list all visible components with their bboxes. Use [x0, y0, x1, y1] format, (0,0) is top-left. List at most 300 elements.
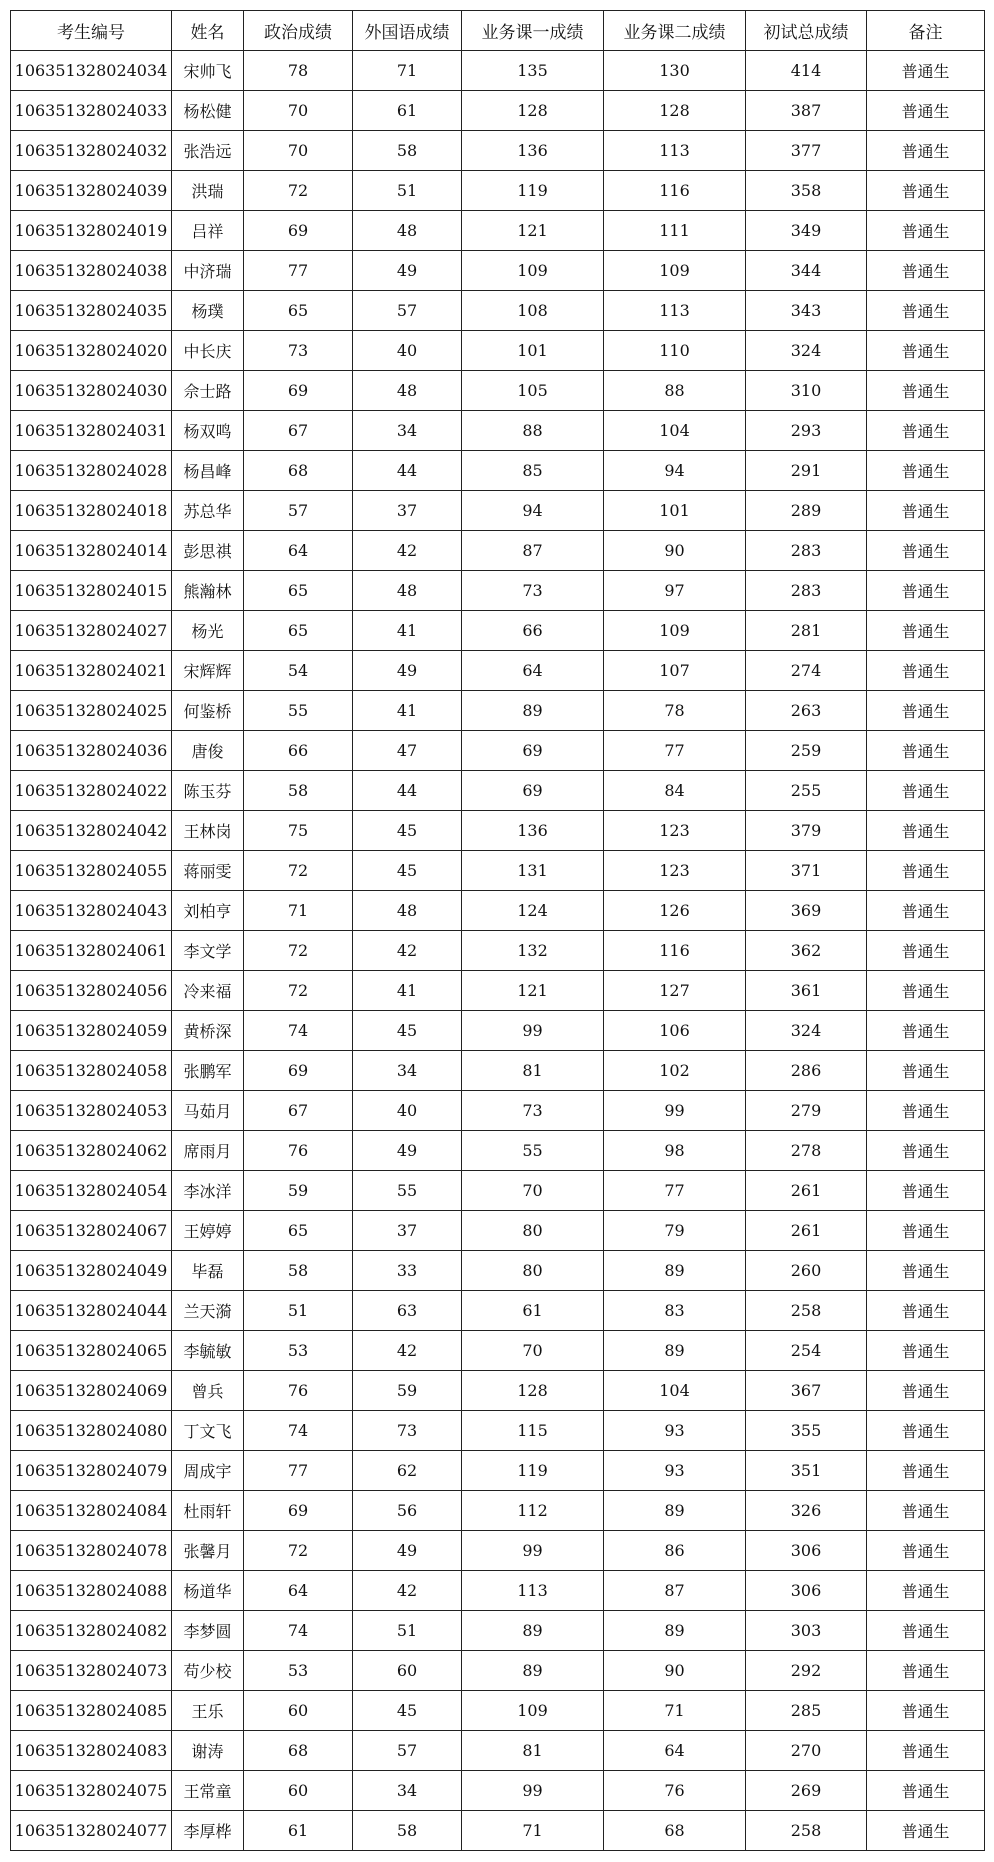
- cell-name: 王婷婷: [172, 1211, 244, 1251]
- cell-foreign-language-score: 37: [353, 491, 462, 531]
- cell-exam-id: 106351328024043: [11, 891, 172, 931]
- cell-foreign-language-score: 55: [353, 1171, 462, 1211]
- cell-name: 苟少校: [172, 1651, 244, 1691]
- cell-remark: 普通生: [867, 1531, 985, 1571]
- cell-remark: 普通生: [867, 51, 985, 91]
- cell-remark: 普通生: [867, 771, 985, 811]
- cell-remark: 普通生: [867, 91, 985, 131]
- table-row: [11, 291, 985, 331]
- cell-name: 王林岗: [172, 811, 244, 851]
- cell-subject-one-score: 128: [462, 1371, 604, 1411]
- cell-exam-id: 106351328024084: [11, 1491, 172, 1531]
- cell-foreign-language-score: 51: [353, 1611, 462, 1651]
- table-row: [11, 51, 985, 91]
- cell-subject-two-score: 102: [604, 1051, 746, 1091]
- cell-total-score: 377: [746, 131, 867, 171]
- cell-foreign-language-score: 45: [353, 1011, 462, 1051]
- cell-foreign-language-score: 42: [353, 1571, 462, 1611]
- cell-subject-two-score: 98: [604, 1131, 746, 1171]
- cell-subject-one-score: 81: [462, 1731, 604, 1771]
- cell-subject-one-score: 121: [462, 971, 604, 1011]
- cell-politics-score: 70: [244, 91, 353, 131]
- cell-subject-one-score: 88: [462, 411, 604, 451]
- cell-subject-one-score: 61: [462, 1291, 604, 1331]
- cell-remark: 普通生: [867, 851, 985, 891]
- cell-foreign-language-score: 40: [353, 1091, 462, 1131]
- cell-politics-score: 58: [244, 1251, 353, 1291]
- table-row: [11, 171, 985, 211]
- cell-name: 熊瀚林: [172, 571, 244, 611]
- header-row: [11, 11, 985, 51]
- cell-remark: 普通生: [867, 1771, 985, 1811]
- cell-politics-score: 71: [244, 891, 353, 931]
- cell-remark: 普通生: [867, 811, 985, 851]
- cell-subject-two-score: 79: [604, 1211, 746, 1251]
- cell-subject-one-score: 99: [462, 1771, 604, 1811]
- cell-total-score: 379: [746, 811, 867, 851]
- cell-total-score: 349: [746, 211, 867, 251]
- cell-subject-one-score: 89: [462, 1651, 604, 1691]
- cell-politics-score: 51: [244, 1291, 353, 1331]
- cell-politics-score: 69: [244, 211, 353, 251]
- cell-politics-score: 53: [244, 1651, 353, 1691]
- cell-remark: 普通生: [867, 1131, 985, 1171]
- table-row: [11, 851, 985, 891]
- cell-total-score: 259: [746, 731, 867, 771]
- cell-remark: 普通生: [867, 1051, 985, 1091]
- cell-politics-score: 67: [244, 411, 353, 451]
- cell-name: 张馨月: [172, 1531, 244, 1571]
- cell-total-score: 283: [746, 571, 867, 611]
- cell-exam-id: 106351328024042: [11, 811, 172, 851]
- cell-subject-two-score: 90: [604, 531, 746, 571]
- table-row: [11, 1011, 985, 1051]
- cell-foreign-language-score: 58: [353, 1811, 462, 1851]
- cell-subject-one-score: 89: [462, 691, 604, 731]
- cell-subject-two-score: 116: [604, 171, 746, 211]
- cell-subject-one-score: 136: [462, 131, 604, 171]
- cell-name: 杜雨轩: [172, 1491, 244, 1531]
- cell-foreign-language-score: 41: [353, 691, 462, 731]
- cell-foreign-language-score: 63: [353, 1291, 462, 1331]
- cell-total-score: 292: [746, 1651, 867, 1691]
- cell-exam-id: 106351328024030: [11, 371, 172, 411]
- table-row: [11, 211, 985, 251]
- cell-subject-one-score: 109: [462, 1691, 604, 1731]
- table-row: [11, 1251, 985, 1291]
- cell-total-score: 274: [746, 651, 867, 691]
- cell-subject-two-score: 90: [604, 1651, 746, 1691]
- cell-total-score: 258: [746, 1291, 867, 1331]
- cell-total-score: 291: [746, 451, 867, 491]
- cell-foreign-language-score: 44: [353, 771, 462, 811]
- table-row: [11, 891, 985, 931]
- cell-subject-two-score: 104: [604, 411, 746, 451]
- cell-politics-score: 72: [244, 171, 353, 211]
- cell-remark: 普通生: [867, 1251, 985, 1291]
- table-row: [11, 1571, 985, 1611]
- cell-subject-one-score: 80: [462, 1251, 604, 1291]
- cell-name: 杨光: [172, 611, 244, 651]
- cell-name: 苏总华: [172, 491, 244, 531]
- table-row: [11, 811, 985, 851]
- cell-name: 张鹏军: [172, 1051, 244, 1091]
- cell-name: 曾兵: [172, 1371, 244, 1411]
- cell-exam-id: 106351328024062: [11, 1131, 172, 1171]
- cell-subject-two-score: 64: [604, 1731, 746, 1771]
- cell-name: 杨道华: [172, 1571, 244, 1611]
- cell-exam-id: 106351328024028: [11, 451, 172, 491]
- cell-politics-score: 66: [244, 731, 353, 771]
- cell-politics-score: 59: [244, 1171, 353, 1211]
- cell-foreign-language-score: 41: [353, 611, 462, 651]
- cell-remark: 普通生: [867, 411, 985, 451]
- cell-exam-id: 106351328024069: [11, 1371, 172, 1411]
- cell-subject-one-score: 70: [462, 1171, 604, 1211]
- table-row: [11, 1811, 985, 1851]
- cell-subject-one-score: 105: [462, 371, 604, 411]
- cell-name: 王乐: [172, 1691, 244, 1731]
- cell-name: 兰天漪: [172, 1291, 244, 1331]
- cell-politics-score: 68: [244, 1731, 353, 1771]
- cell-subject-two-score: 123: [604, 851, 746, 891]
- cell-foreign-language-score: 40: [353, 331, 462, 371]
- cell-total-score: 303: [746, 1611, 867, 1651]
- cell-name: 毕磊: [172, 1251, 244, 1291]
- cell-subject-two-score: 84: [604, 771, 746, 811]
- cell-exam-id: 106351328024061: [11, 931, 172, 971]
- cell-name: 李冰洋: [172, 1171, 244, 1211]
- cell-subject-one-score: 124: [462, 891, 604, 931]
- cell-subject-two-score: 99: [604, 1091, 746, 1131]
- cell-subject-one-score: 66: [462, 611, 604, 651]
- cell-subject-two-score: 89: [604, 1331, 746, 1371]
- cell-politics-score: 72: [244, 1531, 353, 1571]
- table-row: [11, 571, 985, 611]
- cell-politics-score: 76: [244, 1131, 353, 1171]
- cell-name: 中济瑞: [172, 251, 244, 291]
- header-remark: 备注: [867, 11, 985, 51]
- cell-politics-score: 72: [244, 851, 353, 891]
- cell-politics-score: 75: [244, 811, 353, 851]
- cell-politics-score: 65: [244, 611, 353, 651]
- cell-total-score: 283: [746, 531, 867, 571]
- cell-foreign-language-score: 48: [353, 371, 462, 411]
- cell-subject-one-score: 94: [462, 491, 604, 531]
- cell-subject-one-score: 119: [462, 171, 604, 211]
- cell-subject-two-score: 89: [604, 1251, 746, 1291]
- cell-exam-id: 106351328024079: [11, 1451, 172, 1491]
- cell-subject-one-score: 71: [462, 1811, 604, 1851]
- cell-total-score: 261: [746, 1211, 867, 1251]
- table-row: [11, 131, 985, 171]
- cell-politics-score: 76: [244, 1371, 353, 1411]
- cell-total-score: 343: [746, 291, 867, 331]
- cell-politics-score: 60: [244, 1691, 353, 1731]
- cell-total-score: 358: [746, 171, 867, 211]
- cell-politics-score: 57: [244, 491, 353, 531]
- cell-politics-score: 65: [244, 1211, 353, 1251]
- cell-exam-id: 106351328024059: [11, 1011, 172, 1051]
- cell-exam-id: 106351328024027: [11, 611, 172, 651]
- cell-subject-one-score: 81: [462, 1051, 604, 1091]
- cell-politics-score: 54: [244, 651, 353, 691]
- cell-politics-score: 68: [244, 451, 353, 491]
- cell-subject-one-score: 89: [462, 1611, 604, 1651]
- cell-subject-two-score: 130: [604, 51, 746, 91]
- cell-exam-id: 106351328024022: [11, 771, 172, 811]
- cell-remark: 普通生: [867, 1611, 985, 1651]
- cell-foreign-language-score: 62: [353, 1451, 462, 1491]
- cell-name: 谢涛: [172, 1731, 244, 1771]
- cell-foreign-language-score: 45: [353, 851, 462, 891]
- header-subject-two-score: 业务课二成绩: [604, 11, 746, 51]
- cell-subject-two-score: 111: [604, 211, 746, 251]
- cell-subject-two-score: 101: [604, 491, 746, 531]
- cell-name: 刘柏亨: [172, 891, 244, 931]
- cell-subject-one-score: 87: [462, 531, 604, 571]
- table-row: [11, 1691, 985, 1731]
- table-row: [11, 91, 985, 131]
- cell-total-score: 344: [746, 251, 867, 291]
- cell-foreign-language-score: 45: [353, 1691, 462, 1731]
- cell-subject-two-score: 109: [604, 251, 746, 291]
- cell-remark: 普通生: [867, 1811, 985, 1851]
- cell-subject-two-score: 113: [604, 131, 746, 171]
- cell-total-score: 269: [746, 1771, 867, 1811]
- cell-remark: 普通生: [867, 1171, 985, 1211]
- cell-name: 杨昌峰: [172, 451, 244, 491]
- cell-politics-score: 74: [244, 1611, 353, 1651]
- cell-remark: 普通生: [867, 891, 985, 931]
- header-total-score: 初试总成绩: [746, 11, 867, 51]
- cell-name: 中长庆: [172, 331, 244, 371]
- cell-politics-score: 77: [244, 1451, 353, 1491]
- cell-name: 彭思祺: [172, 531, 244, 571]
- table-row: [11, 371, 985, 411]
- cell-total-score: 258: [746, 1811, 867, 1851]
- cell-subject-two-score: 106: [604, 1011, 746, 1051]
- cell-remark: 普通生: [867, 291, 985, 331]
- cell-remark: 普通生: [867, 451, 985, 491]
- cell-subject-two-score: 68: [604, 1811, 746, 1851]
- cell-foreign-language-score: 56: [353, 1491, 462, 1531]
- cell-subject-one-score: 132: [462, 931, 604, 971]
- cell-politics-score: 73: [244, 331, 353, 371]
- cell-remark: 普通生: [867, 571, 985, 611]
- cell-name: 李厚桦: [172, 1811, 244, 1851]
- cell-subject-two-score: 104: [604, 1371, 746, 1411]
- cell-name: 唐俊: [172, 731, 244, 771]
- cell-politics-score: 67: [244, 1091, 353, 1131]
- cell-total-score: 278: [746, 1131, 867, 1171]
- cell-remark: 普通生: [867, 1291, 985, 1331]
- cell-subject-two-score: 93: [604, 1411, 746, 1451]
- cell-politics-score: 64: [244, 1571, 353, 1611]
- table-row: [11, 1731, 985, 1771]
- cell-foreign-language-score: 44: [353, 451, 462, 491]
- cell-politics-score: 69: [244, 1491, 353, 1531]
- cell-total-score: 387: [746, 91, 867, 131]
- cell-name: 佘士路: [172, 371, 244, 411]
- cell-subject-two-score: 89: [604, 1611, 746, 1651]
- cell-remark: 普通生: [867, 211, 985, 251]
- cell-name: 杨松健: [172, 91, 244, 131]
- cell-exam-id: 106351328024044: [11, 1291, 172, 1331]
- cell-name: 蒋丽雯: [172, 851, 244, 891]
- table-row: [11, 451, 985, 491]
- table-row: [11, 1411, 985, 1451]
- cell-exam-id: 106351328024075: [11, 1771, 172, 1811]
- table-row: [11, 491, 985, 531]
- table-row: [11, 651, 985, 691]
- cell-name: 周成宇: [172, 1451, 244, 1491]
- cell-subject-two-score: 97: [604, 571, 746, 611]
- cell-exam-id: 106351328024088: [11, 1571, 172, 1611]
- cell-foreign-language-score: 49: [353, 651, 462, 691]
- table-row: [11, 411, 985, 451]
- cell-foreign-language-score: 42: [353, 1331, 462, 1371]
- cell-remark: 普通生: [867, 1691, 985, 1731]
- cell-foreign-language-score: 71: [353, 51, 462, 91]
- cell-remark: 普通生: [867, 251, 985, 291]
- cell-total-score: 261: [746, 1171, 867, 1211]
- cell-total-score: 306: [746, 1571, 867, 1611]
- cell-foreign-language-score: 59: [353, 1371, 462, 1411]
- cell-subject-one-score: 135: [462, 51, 604, 91]
- cell-foreign-language-score: 34: [353, 1051, 462, 1091]
- cell-foreign-language-score: 37: [353, 1211, 462, 1251]
- cell-politics-score: 78: [244, 51, 353, 91]
- cell-total-score: 414: [746, 51, 867, 91]
- cell-politics-score: 64: [244, 531, 353, 571]
- table-row: [11, 1611, 985, 1651]
- cell-subject-two-score: 87: [604, 1571, 746, 1611]
- cell-exam-id: 106351328024018: [11, 491, 172, 531]
- cell-exam-id: 106351328024036: [11, 731, 172, 771]
- cell-foreign-language-score: 47: [353, 731, 462, 771]
- cell-subject-one-score: 119: [462, 1451, 604, 1491]
- cell-remark: 普通生: [867, 931, 985, 971]
- cell-name: 丁文飞: [172, 1411, 244, 1451]
- cell-foreign-language-score: 49: [353, 1531, 462, 1571]
- cell-exam-id: 106351328024025: [11, 691, 172, 731]
- table-row: [11, 1451, 985, 1491]
- cell-subject-two-score: 88: [604, 371, 746, 411]
- cell-total-score: 254: [746, 1331, 867, 1371]
- cell-subject-one-score: 101: [462, 331, 604, 371]
- cell-politics-score: 74: [244, 1411, 353, 1451]
- cell-name: 李毓敏: [172, 1331, 244, 1371]
- header-name: 姓名: [172, 11, 244, 51]
- cell-subject-one-score: 55: [462, 1131, 604, 1171]
- cell-foreign-language-score: 61: [353, 91, 462, 131]
- cell-subject-one-score: 85: [462, 451, 604, 491]
- cell-politics-score: 70: [244, 131, 353, 171]
- table-row: [11, 1331, 985, 1371]
- score-table: [10, 10, 985, 1851]
- cell-subject-two-score: 86: [604, 1531, 746, 1571]
- cell-name: 席雨月: [172, 1131, 244, 1171]
- cell-name: 王常童: [172, 1771, 244, 1811]
- cell-politics-score: 55: [244, 691, 353, 731]
- cell-subject-one-score: 121: [462, 211, 604, 251]
- cell-subject-one-score: 136: [462, 811, 604, 851]
- cell-politics-score: 61: [244, 1811, 353, 1851]
- cell-exam-id: 106351328024014: [11, 531, 172, 571]
- table-row: [11, 251, 985, 291]
- cell-foreign-language-score: 42: [353, 531, 462, 571]
- cell-exam-id: 106351328024039: [11, 171, 172, 211]
- cell-foreign-language-score: 33: [353, 1251, 462, 1291]
- cell-name: 吕祥: [172, 211, 244, 251]
- cell-politics-score: 77: [244, 251, 353, 291]
- cell-subject-one-score: 64: [462, 651, 604, 691]
- table-row: [11, 611, 985, 651]
- table-row: [11, 931, 985, 971]
- header-subject-one-score: 业务课一成绩: [462, 11, 604, 51]
- cell-politics-score: 72: [244, 931, 353, 971]
- cell-subject-two-score: 109: [604, 611, 746, 651]
- cell-subject-one-score: 99: [462, 1011, 604, 1051]
- cell-exam-id: 106351328024031: [11, 411, 172, 451]
- cell-subject-two-score: 128: [604, 91, 746, 131]
- table-row: [11, 1771, 985, 1811]
- cell-remark: 普通生: [867, 611, 985, 651]
- cell-foreign-language-score: 57: [353, 291, 462, 331]
- cell-name: 宋帅飞: [172, 51, 244, 91]
- cell-total-score: 310: [746, 371, 867, 411]
- cell-name: 陈玉芬: [172, 771, 244, 811]
- header-politics-score: 政治成绩: [244, 11, 353, 51]
- table-row: [11, 1211, 985, 1251]
- cell-exam-id: 106351328024083: [11, 1731, 172, 1771]
- cell-total-score: 326: [746, 1491, 867, 1531]
- cell-foreign-language-score: 58: [353, 131, 462, 171]
- cell-foreign-language-score: 57: [353, 1731, 462, 1771]
- cell-remark: 普通生: [867, 731, 985, 771]
- cell-remark: 普通生: [867, 1451, 985, 1491]
- cell-remark: 普通生: [867, 1011, 985, 1051]
- cell-exam-id: 106351328024073: [11, 1651, 172, 1691]
- cell-subject-one-score: 99: [462, 1531, 604, 1571]
- header-foreign-language-score: 外国语成绩: [353, 11, 462, 51]
- cell-subject-two-score: 89: [604, 1491, 746, 1531]
- cell-exam-id: 106351328024077: [11, 1811, 172, 1851]
- header-exam-id: 考生编号: [11, 11, 172, 51]
- cell-subject-one-score: 73: [462, 571, 604, 611]
- cell-politics-score: 72: [244, 971, 353, 1011]
- table-row: [11, 971, 985, 1011]
- cell-subject-two-score: 94: [604, 451, 746, 491]
- cell-remark: 普通生: [867, 131, 985, 171]
- cell-total-score: 362: [746, 931, 867, 971]
- score-table-body: [11, 51, 985, 1851]
- cell-exam-id: 106351328024020: [11, 331, 172, 371]
- cell-exam-id: 106351328024033: [11, 91, 172, 131]
- cell-subject-one-score: 69: [462, 731, 604, 771]
- cell-foreign-language-score: 49: [353, 1131, 462, 1171]
- cell-exam-id: 106351328024035: [11, 291, 172, 331]
- cell-subject-two-score: 107: [604, 651, 746, 691]
- table-row: [11, 1131, 985, 1171]
- cell-subject-one-score: 131: [462, 851, 604, 891]
- cell-remark: 普通生: [867, 171, 985, 211]
- cell-total-score: 289: [746, 491, 867, 531]
- cell-exam-id: 106351328024080: [11, 1411, 172, 1451]
- cell-politics-score: 60: [244, 1771, 353, 1811]
- cell-foreign-language-score: 60: [353, 1651, 462, 1691]
